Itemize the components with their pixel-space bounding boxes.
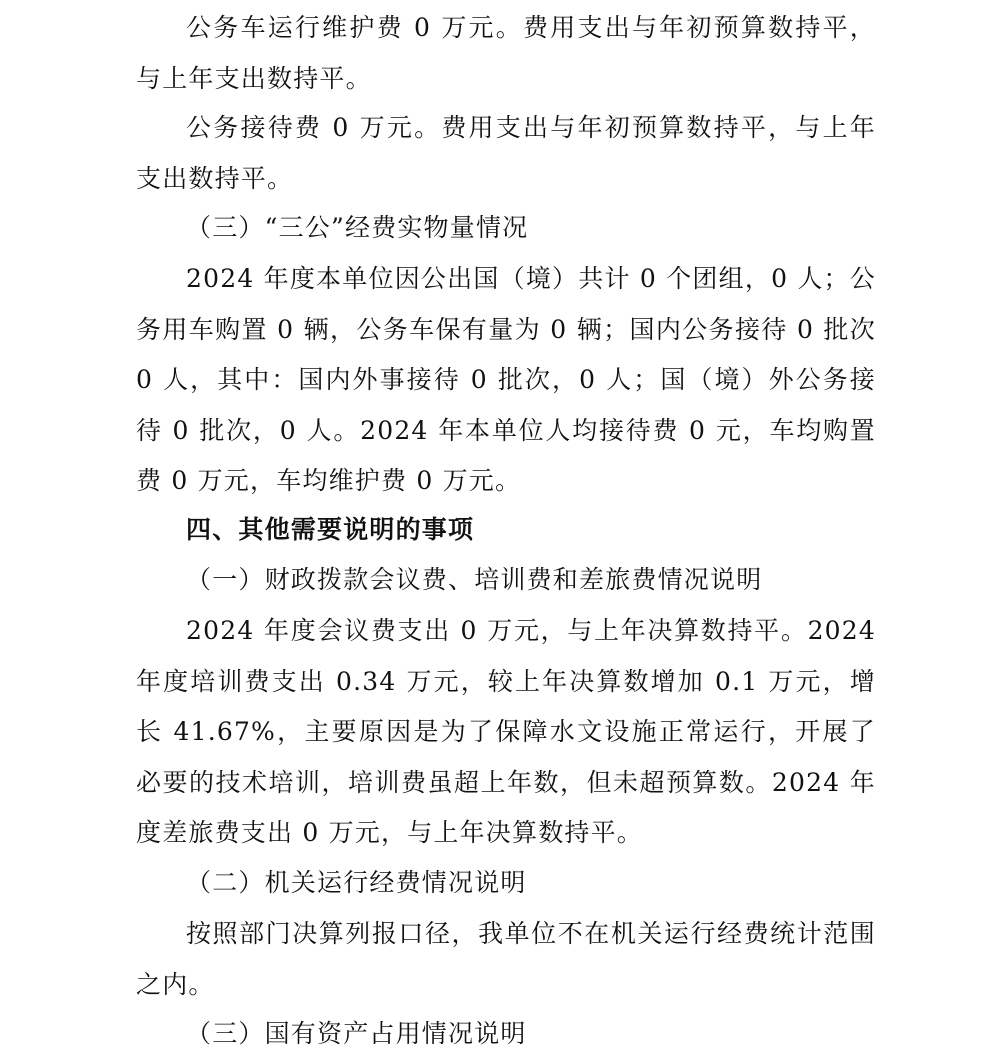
heading-state-owned-assets: （三）国有资产占用情况说明: [186, 1019, 527, 1048]
paragraph-official-reception-fee: 公务接待费 0 万元。费用支出与年初预算数持平，与上年支出数持平。: [136, 113, 876, 193]
paragraph-vehicle-maintenance-fee: 公务车运行维护费 0 万元。费用支出与年初预算数持平，与上年支出数持平。: [136, 13, 876, 93]
paragraph-meeting-training-travel-fees: 2024 年度会议费支出 0 万元，与上年决算数持平。2024 年度培训费支出 0.34 万元，较上年决算数增加 0.1 万元，增长 41.67%，主要原因是为了保障水文设施正常运行，开展了必要的技术培训，培训费虽超上年数，但未超预算数。2024 年度差旅费支出 0 万元，与上年决算数持平。: [136, 616, 876, 847]
heading-three-public-physical-quantity: （三）“三公”经费实物量情况: [186, 213, 529, 242]
heading-meeting-training-travel-fees: （一）财政拨款会议费、培训费和差旅费情况说明: [186, 565, 763, 594]
heading-operating-expenses: （二）机关运行经费情况说明: [186, 868, 527, 897]
paragraph-physical-quantities: 2024 年度本单位因公出国（境）共计 0 个团组，0 人；公务用车购置 0 辆，公务车保有量为 0 辆；国内公务接待 0 批次 0 人，其中：国内外事接待 0 批次，0 人；国（境）外公务接待 0 批次，0 人。2024 年本单位人均接待费 0 元，车均购置费 0 万元，车均维护费 0 万元。: [136, 264, 877, 495]
paragraph-operating-expenses: 按照部门决算列报口径，我单位不在机关运行经费统计范围之内。: [136, 919, 876, 999]
heading-section-four-other-matters: 四、其他需要说明的事项: [186, 515, 475, 544]
